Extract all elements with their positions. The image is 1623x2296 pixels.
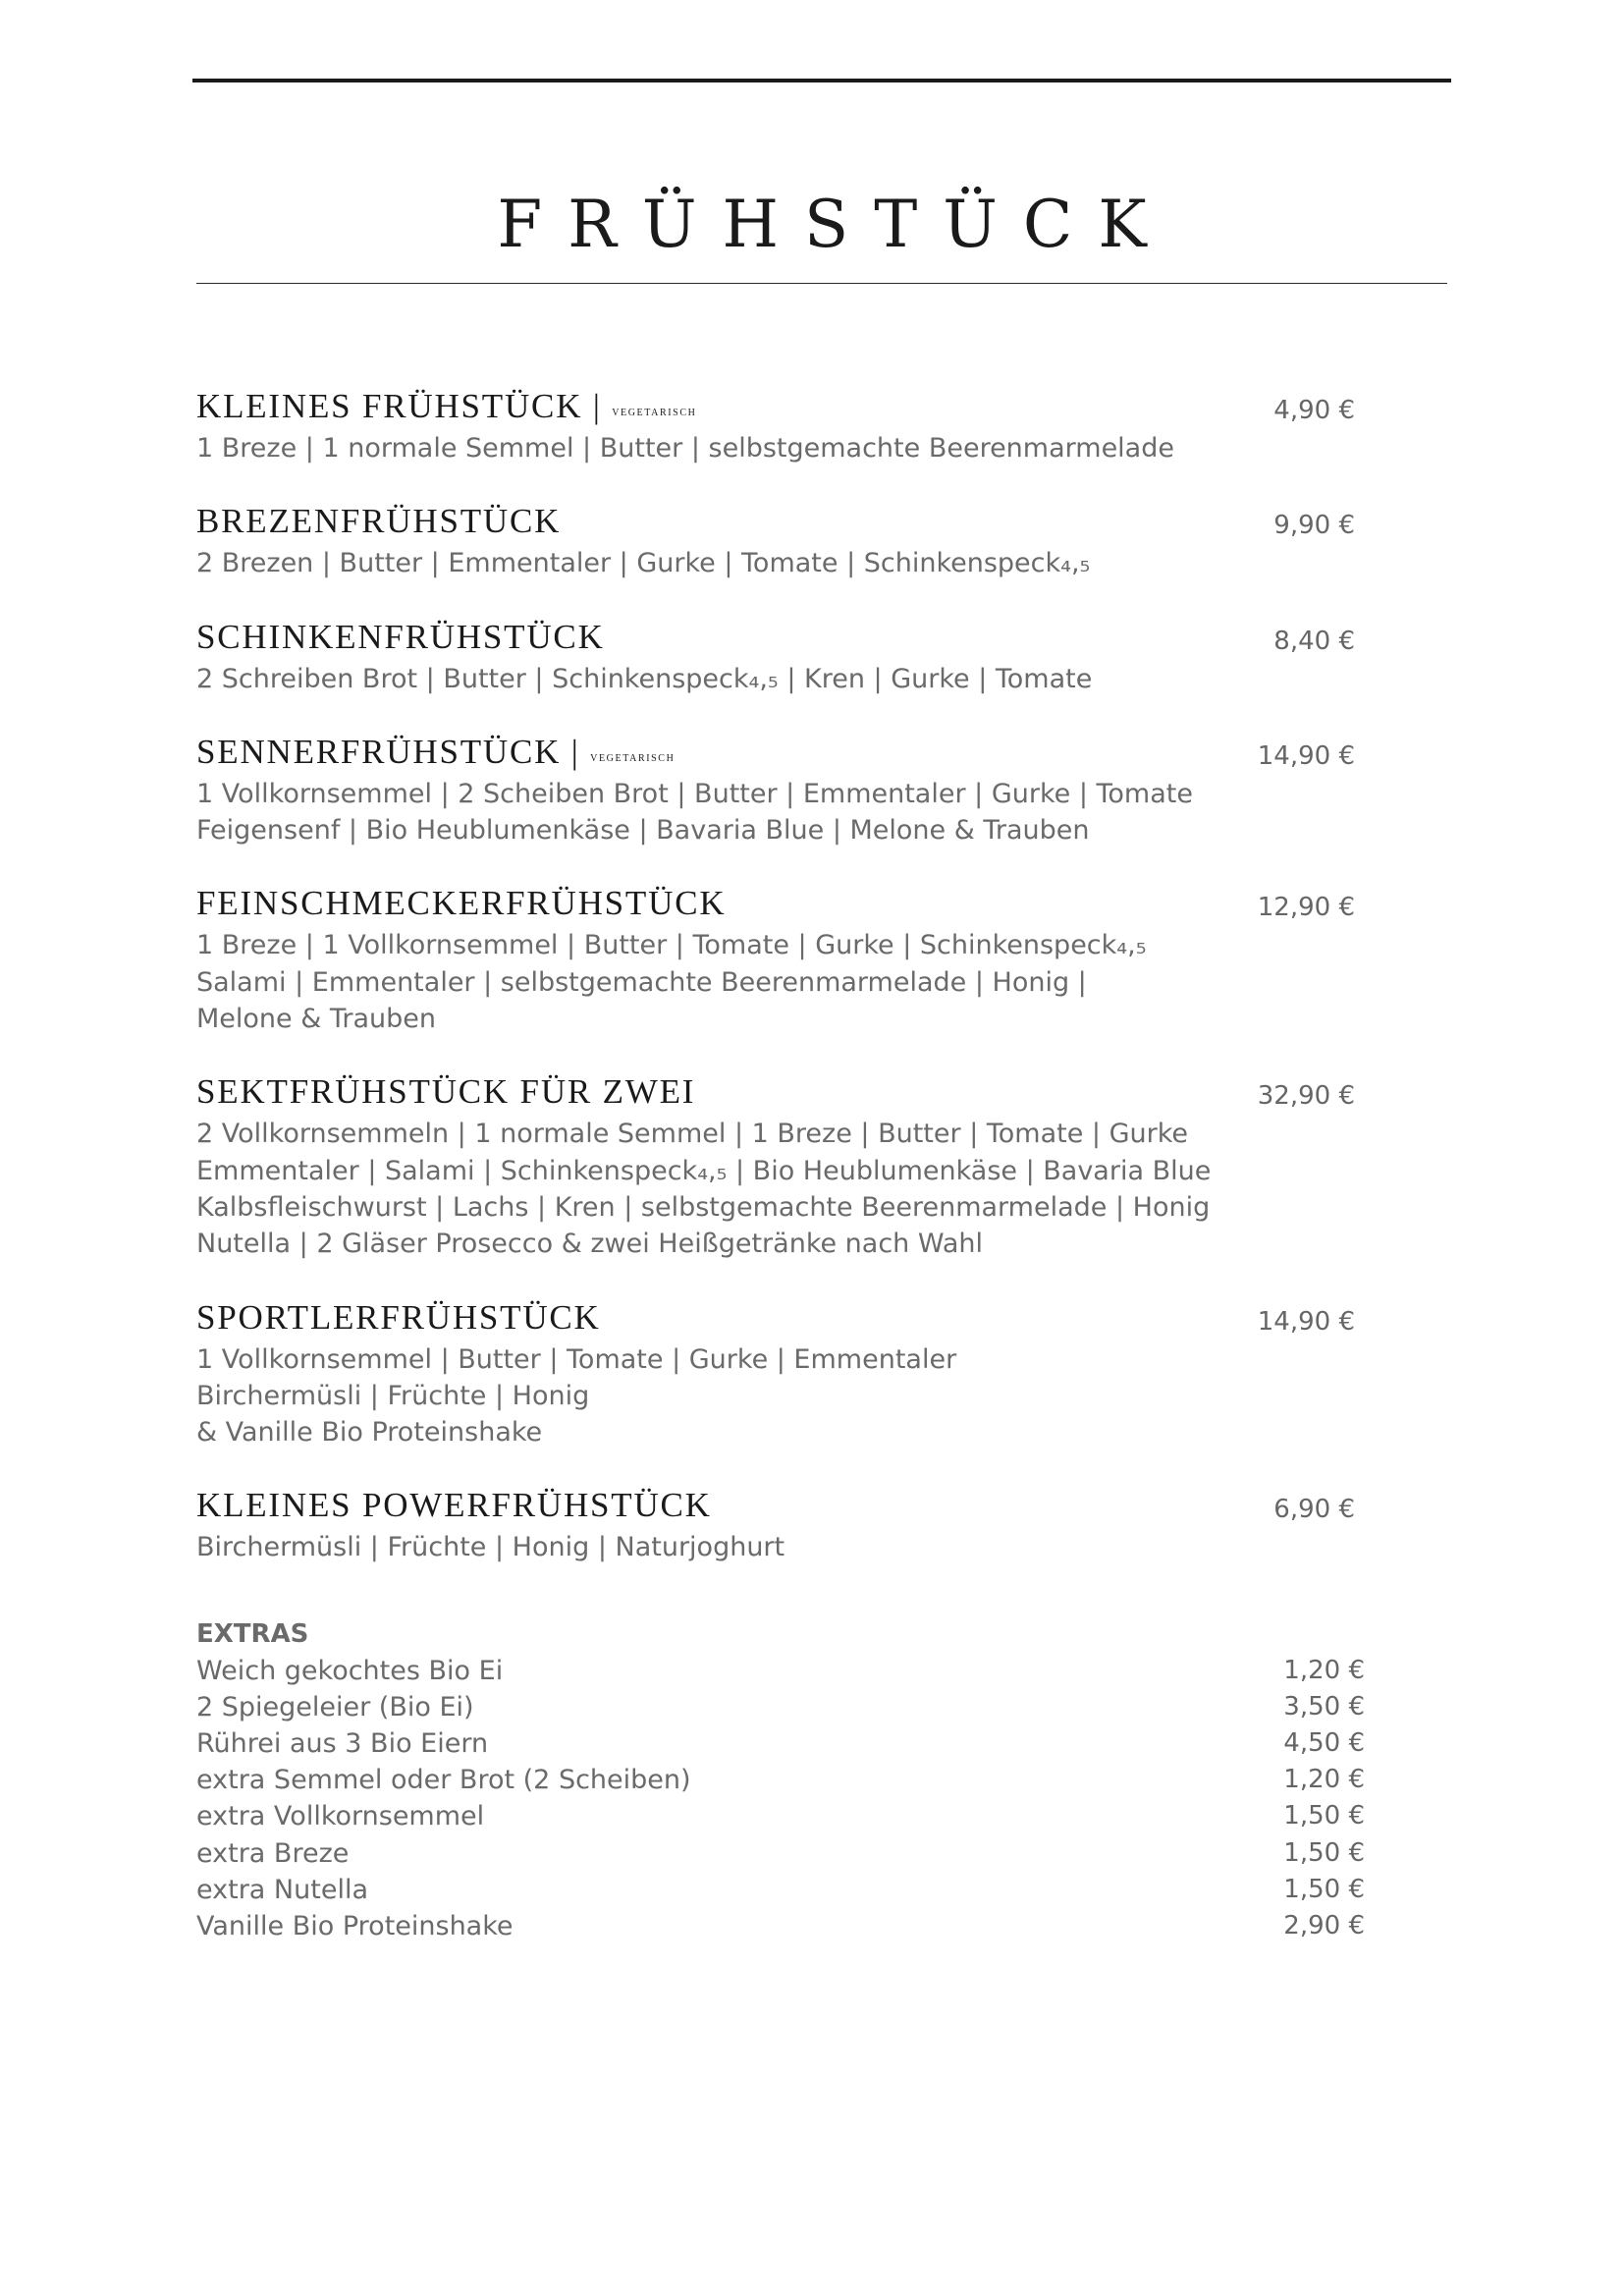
menu-item-description (196, 927, 1365, 1037)
description-line: Birchermüsli | Früchte | Honig | Naturjoghurt (196, 1532, 785, 1563)
extra-row (196, 1653, 1365, 1689)
menu-item-title: KLEINES FRÜHSTÜCK | (196, 387, 602, 425)
menu-item-price: 14,90 € (1257, 1306, 1355, 1337)
item-spacer (196, 697, 1365, 735)
menu-item-name (196, 389, 1365, 428)
menu-item (196, 732, 1365, 849)
extra-label: extra Vollkornsemmel (196, 1801, 485, 1832)
menu-item (196, 1488, 1365, 1565)
menu-item-description (196, 430, 1365, 466)
extra-row (196, 1689, 1365, 1725)
description-line: 1 Vollkornsemmel | 2 Scheiben Brot | Butter | Emmentaler | Gurke | Tomate (196, 778, 1193, 809)
menu-item-description (196, 661, 1365, 697)
vegetarian-tag: vegetarisch (590, 749, 676, 765)
extras-section (196, 1616, 1365, 1944)
menu-item-description (196, 1341, 1365, 1451)
item-spacer (196, 466, 1365, 504)
menu-item-title: SENNERFRÜHSTÜCK | (196, 732, 580, 771)
menu-item-price: 32,90 € (1257, 1081, 1355, 1112)
extra-price: 1,20 € (1283, 1765, 1365, 1795)
menu-item-description (196, 545, 1365, 581)
description-line: 2 Vollkornsemmeln | 1 normale Semmel | 1 Breze | Butter | Tomate | Gurke (196, 1119, 1189, 1150)
top-rule (192, 79, 1451, 82)
breakfast-menu (196, 389, 1365, 1566)
extra-row (196, 1872, 1365, 1908)
item-spacer (196, 582, 1365, 620)
menu-item (196, 1297, 1365, 1451)
menu-item-price: 6,90 € (1273, 1495, 1355, 1525)
description-line: 2 Brezen | Butter | Emmentaler | Gurke | Tomate | Schinkenspeck₄,₅ (196, 548, 1091, 579)
extra-label: extra Semmel oder Brot (2 Scheiben) (196, 1765, 691, 1796)
extra-row (196, 1762, 1365, 1798)
extra-price: 1,50 € (1283, 1801, 1365, 1831)
menu-item-name (196, 1074, 1365, 1114)
extra-label: Vanille Bio Proteinshake (196, 1910, 514, 1941)
vegetarian-tag: vegetarisch (612, 405, 697, 419)
description-line: & Vanille Bio Proteinshake (196, 1417, 543, 1449)
description-line: Feigensenf | Bio Heublumenkäse | Bavaria Blue | Melone & Trauben (196, 815, 1090, 847)
extra-row (196, 1725, 1365, 1762)
item-spacer (196, 1263, 1365, 1300)
menu-item (196, 1074, 1365, 1262)
menu-item-title: SCHINKENFRÜHSTÜCK (196, 617, 605, 656)
item-spacer (196, 1450, 1365, 1488)
item-spacer (196, 1037, 1365, 1074)
menu-item-name (196, 886, 1365, 925)
menu-item-title: FEINSCHMECKERFRÜHSTÜCK (196, 884, 727, 923)
description-line: Emmentaler | Salami | Schinkenspeck₄,₅ | Bio Heublumenkäse | Bavaria Blue (196, 1155, 1212, 1186)
menu-item-name (196, 1488, 1365, 1527)
description-line: 1 Breze | 1 Vollkornsemmel | Butter | Tomate | Gurke | Schinkenspeck₄,₅ (196, 930, 1147, 961)
menu-item-description (196, 776, 1365, 849)
menu-item-title: SEKTFRÜHSTÜCK FÜR ZWEI (196, 1072, 696, 1112)
menu-item (196, 504, 1365, 581)
item-spacer (196, 848, 1365, 886)
description-line: Kalbsfleischwurst | Lachs | Kren | selbstgemachte Beerenmarmelade | Honig (196, 1191, 1211, 1223)
menu-item (196, 389, 1365, 466)
extra-price: 4,50 € (1283, 1728, 1365, 1759)
extra-label: 2 Spiegeleier (Bio Ei) (196, 1692, 474, 1723)
extra-row (196, 1798, 1365, 1834)
menu-item-description (196, 1116, 1365, 1262)
description-line: 1 Breze | 1 normale Semmel | Butter | selbstgemachte Beerenmarmelade (196, 433, 1174, 464)
extra-label: extra Nutella (196, 1874, 368, 1905)
extra-row (196, 1908, 1365, 1944)
extra-label: Rührei aus 3 Bio Eiern (196, 1728, 489, 1760)
extras-list (196, 1653, 1365, 1944)
menu-item-name (196, 732, 1365, 774)
description-line: Birchermüsli | Früchte | Honig (196, 1380, 590, 1411)
menu-item-title: SPORTLERFRÜHSTÜCK (196, 1297, 601, 1337)
menu-item-price: 8,40 € (1273, 626, 1355, 656)
menu-item-name (196, 617, 1365, 659)
menu-item-name (196, 504, 1365, 543)
extra-price: 1,20 € (1283, 1656, 1365, 1686)
menu-item (196, 617, 1365, 697)
description-line: 2 Schreiben Brot | Butter | Schinkenspeck₄,₅ | Kren | Gurke | Tomate (196, 663, 1093, 694)
menu-item (196, 886, 1365, 1037)
extra-row (196, 1835, 1365, 1872)
description-line: Melone & Trauben (196, 1004, 437, 1035)
title-rule (196, 283, 1447, 284)
extra-label: extra Breze (196, 1837, 350, 1869)
extra-price: 3,50 € (1283, 1692, 1365, 1722)
menu-item-price: 14,90 € (1257, 740, 1355, 771)
extra-label: Weich gekochtes Bio Ei (196, 1656, 504, 1687)
extra-price: 1,50 € (1283, 1874, 1365, 1904)
extra-price: 1,50 € (1283, 1837, 1365, 1868)
description-line: Nutella | 2 Gläser Prosecco & zwei Heißgetränke nach Wahl (196, 1229, 984, 1260)
menu-item-description (196, 1529, 1365, 1565)
menu-item-name (196, 1297, 1365, 1339)
menu-item-title: BREZENFRÜHSTÜCK (196, 502, 562, 541)
menu-item-price: 9,90 € (1273, 511, 1355, 541)
description-line: 1 Vollkornsemmel | Butter | Tomate | Gurke | Emmentaler (196, 1343, 957, 1375)
menu-item-price: 12,90 € (1257, 893, 1355, 923)
description-line: Salami | Emmentaler | selbstgemachte Beerenmarmelade | Honig | (196, 966, 1087, 998)
extras-heading: EXTRAS (196, 1619, 309, 1649)
menu-item-title: KLEINES POWERFRÜHSTÜCK (196, 1486, 712, 1525)
menu-item-price: 4,90 € (1273, 396, 1355, 425)
page-title: FRÜHSTÜCK (497, 187, 1172, 262)
extra-price: 2,90 € (1283, 1910, 1365, 1941)
